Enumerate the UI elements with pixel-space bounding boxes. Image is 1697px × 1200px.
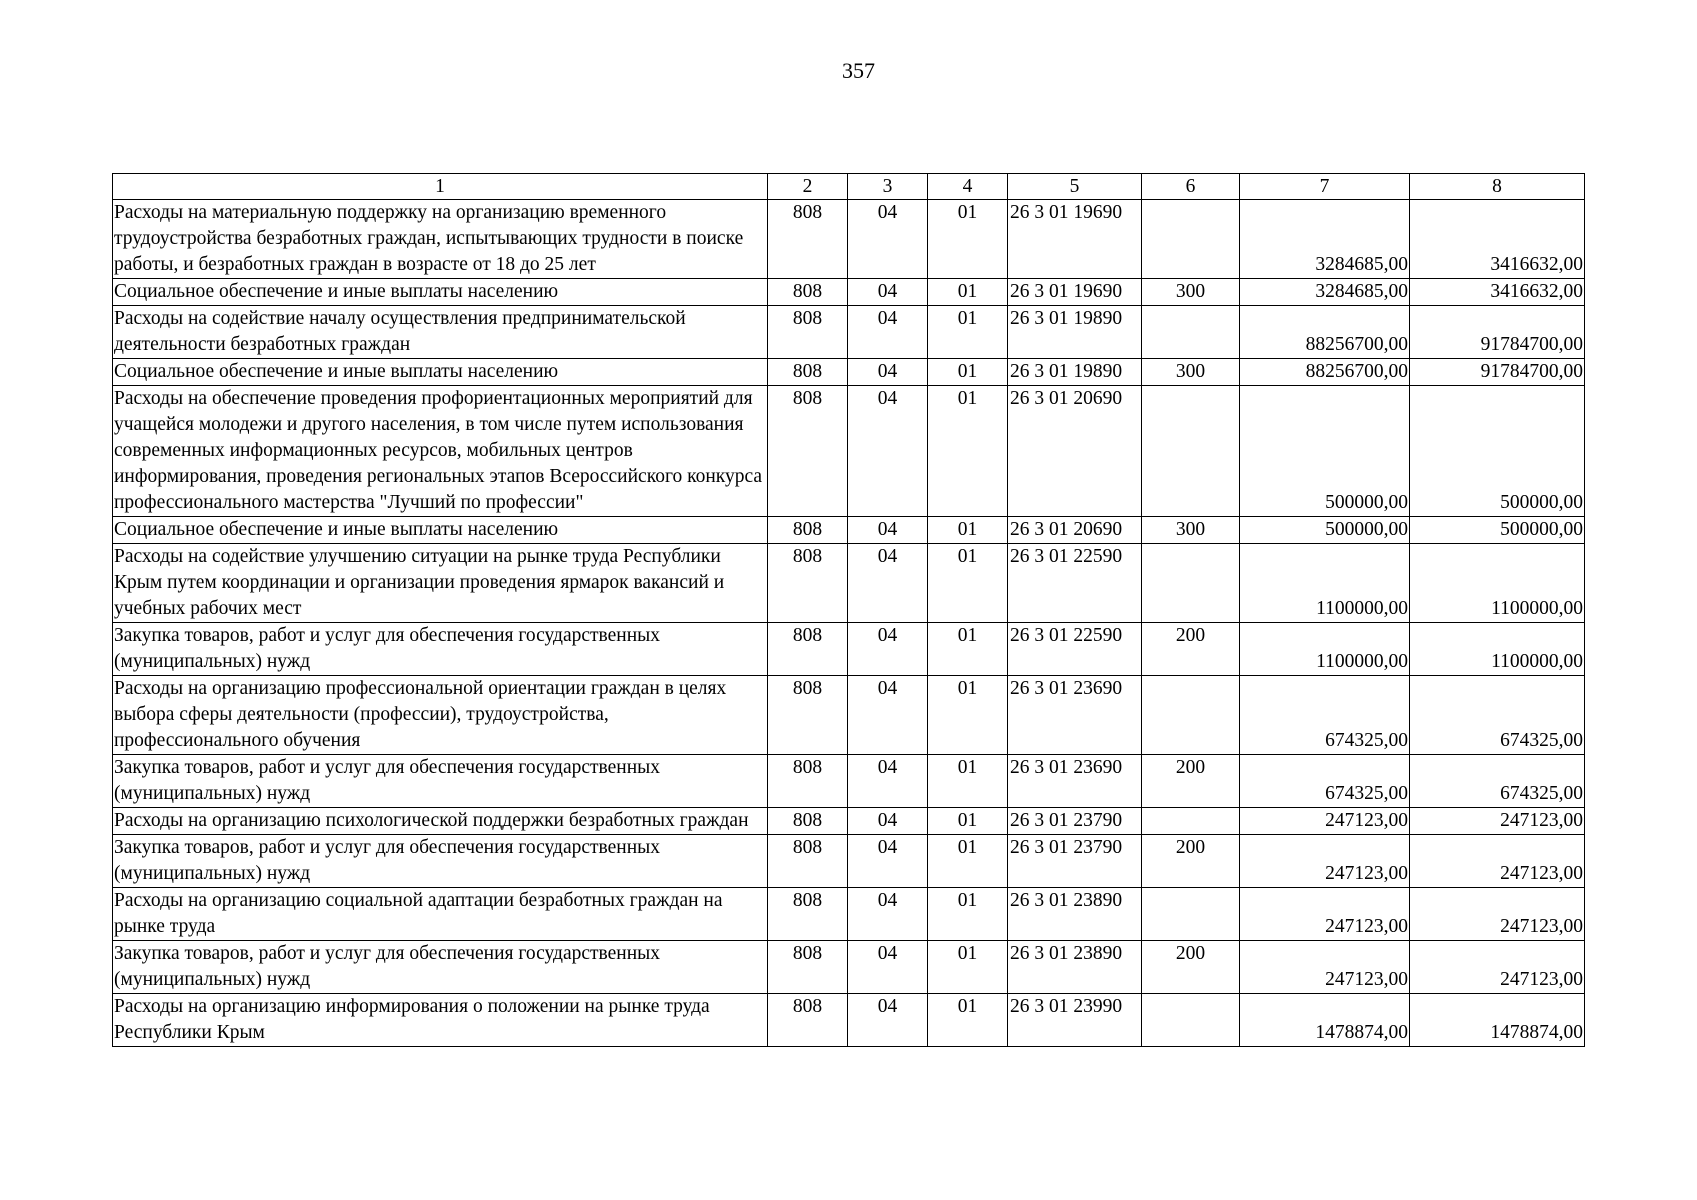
expense-type-cell: 300 [1142, 517, 1240, 544]
table-body [113, 200, 1585, 1047]
expense-type-cell: 300 [1142, 359, 1240, 386]
expense-name-cell: Расходы на содействие началу осуществления предпринимательской деятельности безработных граждан [113, 306, 768, 359]
expense-name-cell: Расходы на организацию информирования о положении на рынке труда Республики Крым [113, 994, 768, 1047]
column-header: 1 [113, 174, 768, 200]
section-code-cell: 04 [848, 544, 928, 623]
section-code-cell: 04 [848, 994, 928, 1047]
ministry-code-cell: 808 [768, 994, 848, 1047]
section-code-cell: 04 [848, 676, 928, 755]
subsection-code-cell: 01 [928, 888, 1008, 941]
subsection-code-cell: 01 [928, 994, 1008, 1047]
amount-year2-cell: 1478874,00 [1410, 994, 1585, 1047]
target-article-cell: 26 3 01 22590 [1008, 623, 1142, 676]
table-row [113, 676, 1585, 755]
expense-type-cell [1142, 544, 1240, 623]
ministry-code-cell: 808 [768, 808, 848, 835]
header-row [113, 174, 1585, 200]
expense-name-cell: Социальное обеспечение и иные выплаты населению [113, 279, 768, 306]
subsection-code-cell: 01 [928, 517, 1008, 544]
amount-year1-cell: 674325,00 [1240, 755, 1410, 808]
column-header: 8 [1410, 174, 1585, 200]
target-article-cell: 26 3 01 20690 [1008, 386, 1142, 517]
amount-year2-cell: 3416632,00 [1410, 279, 1585, 306]
ministry-code-cell: 808 [768, 359, 848, 386]
amount-year1-cell: 88256700,00 [1240, 306, 1410, 359]
table-row [113, 279, 1585, 306]
target-article-cell: 26 3 01 19890 [1008, 306, 1142, 359]
expense-name-cell: Закупка товаров, работ и услуг для обеспечения государственных (муниципальных) нужд [113, 755, 768, 808]
expense-name-cell: Расходы на организацию социальной адаптации безработных граждан на рынке труда [113, 888, 768, 941]
target-article-cell: 26 3 01 20690 [1008, 517, 1142, 544]
amount-year1-cell: 247123,00 [1240, 941, 1410, 994]
section-code-cell: 04 [848, 623, 928, 676]
table-row [113, 755, 1585, 808]
amount-year2-cell: 247123,00 [1410, 941, 1585, 994]
expense-type-cell [1142, 306, 1240, 359]
column-header: 3 [848, 174, 928, 200]
amount-year2-cell: 247123,00 [1410, 888, 1585, 941]
column-header: 7 [1240, 174, 1410, 200]
table-row [113, 386, 1585, 517]
subsection-code-cell: 01 [928, 200, 1008, 279]
expense-type-cell [1142, 676, 1240, 755]
target-article-cell: 26 3 01 23990 [1008, 994, 1142, 1047]
ministry-code-cell: 808 [768, 676, 848, 755]
table-row [113, 835, 1585, 888]
amount-year2-cell: 674325,00 [1410, 755, 1585, 808]
expense-name-cell: Закупка товаров, работ и услуг для обеспечения государственных (муниципальных) нужд [113, 941, 768, 994]
amount-year1-cell: 247123,00 [1240, 835, 1410, 888]
table-row [113, 544, 1585, 623]
section-code-cell: 04 [848, 200, 928, 279]
amount-year2-cell: 1100000,00 [1410, 623, 1585, 676]
amount-year2-cell: 91784700,00 [1410, 359, 1585, 386]
section-code-cell: 04 [848, 279, 928, 306]
column-header: 2 [768, 174, 848, 200]
expense-name-cell: Закупка товаров, работ и услуг для обеспечения государственных (муниципальных) нужд [113, 623, 768, 676]
subsection-code-cell: 01 [928, 279, 1008, 306]
subsection-code-cell: 01 [928, 359, 1008, 386]
expense-name-cell: Расходы на материальную поддержку на организацию временного трудоустройства безработных граждан, испытывающих трудности в поиске работы, и безработных граждан в возрасте от 18 до 25 лет [113, 200, 768, 279]
table-row [113, 941, 1585, 994]
table-row [113, 306, 1585, 359]
target-article-cell: 26 3 01 23790 [1008, 808, 1142, 835]
column-header: 5 [1008, 174, 1142, 200]
amount-year1-cell: 500000,00 [1240, 517, 1410, 544]
expense-type-cell [1142, 994, 1240, 1047]
amount-year1-cell: 88256700,00 [1240, 359, 1410, 386]
target-article-cell: 26 3 01 19690 [1008, 200, 1142, 279]
subsection-code-cell: 01 [928, 623, 1008, 676]
ministry-code-cell: 808 [768, 888, 848, 941]
expense-type-cell [1142, 200, 1240, 279]
section-code-cell: 04 [848, 306, 928, 359]
section-code-cell: 04 [848, 755, 928, 808]
expense-name-cell: Расходы на обеспечение проведения профориентационных мероприятий для учащейся молодежи и другого населения, в том числе путем использования современных информационных ресурсов, мобильных центров информирования, проведения региональных этапов Всероссийского конкурса профессионального мастерства "Лучший по профессии" [113, 386, 768, 517]
amount-year1-cell: 247123,00 [1240, 808, 1410, 835]
amount-year2-cell: 247123,00 [1410, 808, 1585, 835]
table-row [113, 623, 1585, 676]
column-header: 6 [1142, 174, 1240, 200]
ministry-code-cell: 808 [768, 200, 848, 279]
ministry-code-cell: 808 [768, 279, 848, 306]
amount-year2-cell: 247123,00 [1410, 835, 1585, 888]
section-code-cell: 04 [848, 517, 928, 544]
amount-year2-cell: 674325,00 [1410, 676, 1585, 755]
table-row [113, 200, 1585, 279]
expense-name-cell: Социальное обеспечение и иные выплаты населению [113, 517, 768, 544]
subsection-code-cell: 01 [928, 941, 1008, 994]
amount-year1-cell: 1100000,00 [1240, 623, 1410, 676]
section-code-cell: 04 [848, 808, 928, 835]
ministry-code-cell: 808 [768, 755, 848, 808]
expense-type-cell: 200 [1142, 623, 1240, 676]
expense-name-cell: Социальное обеспечение и иные выплаты населению [113, 359, 768, 386]
ministry-code-cell: 808 [768, 517, 848, 544]
amount-year1-cell: 1100000,00 [1240, 544, 1410, 623]
table-row [113, 994, 1585, 1047]
column-header: 4 [928, 174, 1008, 200]
table-header [113, 174, 1585, 200]
section-code-cell: 04 [848, 941, 928, 994]
target-article-cell: 26 3 01 19690 [1008, 279, 1142, 306]
amount-year2-cell: 500000,00 [1410, 386, 1585, 517]
target-article-cell: 26 3 01 23690 [1008, 755, 1142, 808]
amount-year1-cell: 247123,00 [1240, 888, 1410, 941]
ministry-code-cell: 808 [768, 544, 848, 623]
ministry-code-cell: 808 [768, 941, 848, 994]
subsection-code-cell: 01 [928, 544, 1008, 623]
section-code-cell: 04 [848, 835, 928, 888]
target-article-cell: 26 3 01 23890 [1008, 941, 1142, 994]
subsection-code-cell: 01 [928, 755, 1008, 808]
table-row [113, 808, 1585, 835]
amount-year2-cell: 3416632,00 [1410, 200, 1585, 279]
subsection-code-cell: 01 [928, 835, 1008, 888]
section-code-cell: 04 [848, 888, 928, 941]
amount-year1-cell: 674325,00 [1240, 676, 1410, 755]
target-article-cell: 26 3 01 23690 [1008, 676, 1142, 755]
amount-year2-cell: 1100000,00 [1410, 544, 1585, 623]
expense-type-cell [1142, 808, 1240, 835]
target-article-cell: 26 3 01 23890 [1008, 888, 1142, 941]
expense-type-cell: 300 [1142, 279, 1240, 306]
amount-year1-cell: 3284685,00 [1240, 279, 1410, 306]
ministry-code-cell: 808 [768, 306, 848, 359]
expense-name-cell: Расходы на содействие улучшению ситуации на рынке труда Республики Крым путем координации и организации проведения ярмарок вакансий и учебных рабочих мест [113, 544, 768, 623]
subsection-code-cell: 01 [928, 306, 1008, 359]
ministry-code-cell: 808 [768, 386, 848, 517]
subsection-code-cell: 01 [928, 676, 1008, 755]
amount-year1-cell: 3284685,00 [1240, 200, 1410, 279]
amount-year1-cell: 1478874,00 [1240, 994, 1410, 1047]
target-article-cell: 26 3 01 22590 [1008, 544, 1142, 623]
amount-year2-cell: 91784700,00 [1410, 306, 1585, 359]
table-row [113, 359, 1585, 386]
target-article-cell: 26 3 01 19890 [1008, 359, 1142, 386]
table-row [113, 517, 1585, 544]
expense-type-cell: 200 [1142, 755, 1240, 808]
expense-type-cell: 200 [1142, 835, 1240, 888]
page-number: 357 [842, 58, 875, 83]
budget-table [112, 173, 1585, 1047]
expense-name-cell: Расходы на организацию профессиональной ориентации граждан в целях выбора сферы деятельности (профессии), трудоустройства, профессионального обучения [113, 676, 768, 755]
expense-name-cell: Расходы на организацию психологической поддержки безработных граждан [113, 808, 768, 835]
ministry-code-cell: 808 [768, 623, 848, 676]
table-row [113, 888, 1585, 941]
ministry-code-cell: 808 [768, 835, 848, 888]
expense-type-cell [1142, 888, 1240, 941]
subsection-code-cell: 01 [928, 386, 1008, 517]
section-code-cell: 04 [848, 386, 928, 517]
amount-year1-cell: 500000,00 [1240, 386, 1410, 517]
expense-type-cell [1142, 386, 1240, 517]
expense-name-cell: Закупка товаров, работ и услуг для обеспечения государственных (муниципальных) нужд [113, 835, 768, 888]
target-article-cell: 26 3 01 23790 [1008, 835, 1142, 888]
expense-type-cell: 200 [1142, 941, 1240, 994]
subsection-code-cell: 01 [928, 808, 1008, 835]
amount-year2-cell: 500000,00 [1410, 517, 1585, 544]
section-code-cell: 04 [848, 359, 928, 386]
